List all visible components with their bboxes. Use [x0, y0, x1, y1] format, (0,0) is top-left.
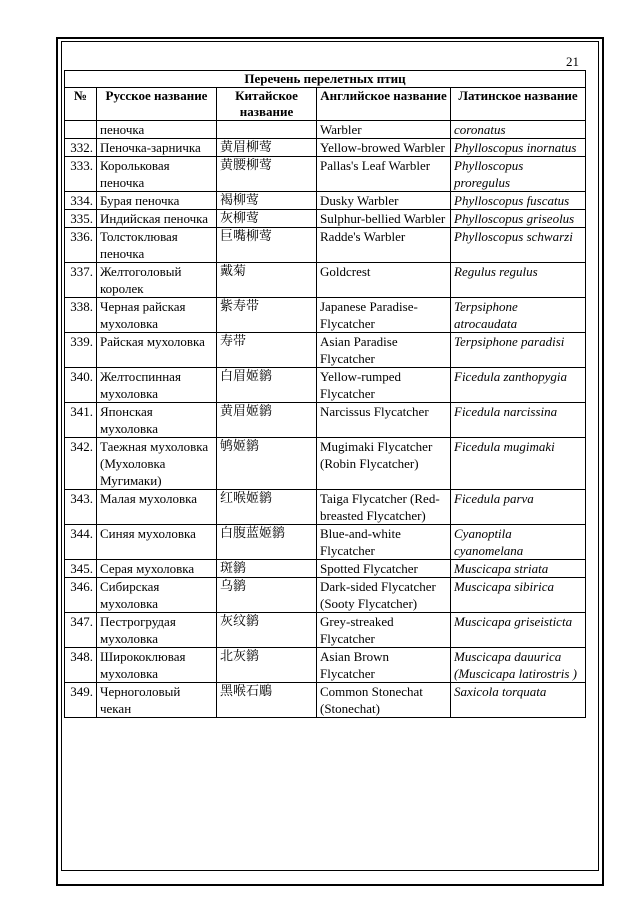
latin-name: Muscicapa dauurica (Muscicapa latirostris )	[451, 648, 586, 683]
latin-name: Muscicapa griseisticta	[451, 613, 586, 648]
latin-name: Ficedula narcissina	[451, 403, 586, 438]
latin-name: Regulus regulus	[451, 263, 586, 298]
english-name: Asian Brown Flycatcher	[317, 648, 451, 683]
english-name: Dusky Warbler	[317, 192, 451, 210]
table-row	[65, 139, 586, 157]
row-number: 339.	[65, 333, 97, 368]
english-name: Asian Paradise Flycatcher	[317, 333, 451, 368]
table-row	[65, 298, 586, 333]
latin-name: Phylloscopus inornatus	[451, 139, 586, 157]
chinese-name: 黄腰柳莺	[217, 157, 317, 192]
russian-name: пеночка	[97, 121, 217, 139]
chinese-name: 鸲姬鹟	[217, 438, 317, 490]
table-row	[65, 560, 586, 578]
latin-name: Cyanoptila cyanomelana	[451, 525, 586, 560]
english-name: Pallas's Leaf Warbler	[317, 157, 451, 192]
russian-name: Желтоголовый королек	[97, 263, 217, 298]
english-name: Blue-and-white Flycatcher	[317, 525, 451, 560]
table-row	[65, 121, 586, 139]
latin-name: Ficedula parva	[451, 490, 586, 525]
russian-name: Толстоклювая пеночка	[97, 228, 217, 263]
latin-name: Muscicapa striata	[451, 560, 586, 578]
russian-name: Серая мухоловка	[97, 560, 217, 578]
english-name: Dark-sided Flycatcher (Sooty Flycatcher)	[317, 578, 451, 613]
table-row	[65, 578, 586, 613]
chinese-name: 灰纹鹟	[217, 613, 317, 648]
latin-name: Terpsiphone atrocaudata	[451, 298, 586, 333]
row-number: 332.	[65, 139, 97, 157]
table-row	[65, 228, 586, 263]
english-name: Spotted Flycatcher	[317, 560, 451, 578]
table-row	[65, 368, 586, 403]
chinese-name: 巨嘴柳莺	[217, 228, 317, 263]
row-number: 345.	[65, 560, 97, 578]
table-row	[65, 613, 586, 648]
chinese-name: 白眉姬鹟	[217, 368, 317, 403]
table-row	[65, 263, 586, 298]
chinese-name: 白腹蓝姬鹟	[217, 525, 317, 560]
table-row	[65, 157, 586, 192]
latin-name: Ficedula zanthopygia	[451, 368, 586, 403]
row-number: 349.	[65, 683, 97, 718]
header-number: №	[65, 88, 97, 121]
header-latin-name: Латинское название	[451, 88, 586, 121]
english-name: Warbler	[317, 121, 451, 139]
russian-name: Синяя мухоловка	[97, 525, 217, 560]
english-name: Goldcrest	[317, 263, 451, 298]
chinese-name: 斑鹟	[217, 560, 317, 578]
chinese-name: 乌鹟	[217, 578, 317, 613]
latin-name: Phylloscopus schwarzi	[451, 228, 586, 263]
row-number	[65, 121, 97, 139]
chinese-name: 黄眉柳莺	[217, 139, 317, 157]
russian-name: Корольковая пеночка	[97, 157, 217, 192]
table-body	[65, 121, 586, 718]
english-name: Yellow-rumped Flycatcher	[317, 368, 451, 403]
english-name: Narcissus Flycatcher	[317, 403, 451, 438]
row-number: 341.	[65, 403, 97, 438]
english-name: Japanese Paradise-Flycatcher	[317, 298, 451, 333]
russian-name: Черноголовый чекан	[97, 683, 217, 718]
chinese-name: 灰柳莺	[217, 210, 317, 228]
table-row	[65, 438, 586, 490]
english-name: Taiga Flycatcher (Red-breasted Flycatcher)	[317, 490, 451, 525]
english-name: Yellow-browed Warbler	[317, 139, 451, 157]
row-number: 343.	[65, 490, 97, 525]
chinese-name: 红喉姬鹟	[217, 490, 317, 525]
row-number: 333.	[65, 157, 97, 192]
russian-name: Пестрогрудая мухоловка	[97, 613, 217, 648]
latin-name: Phylloscopus fuscatus	[451, 192, 586, 210]
latin-name: Ficedula mugimaki	[451, 438, 586, 490]
header-english-name: Английское название	[317, 88, 451, 121]
latin-name: Phylloscopus proregulus	[451, 157, 586, 192]
chinese-name: 北灰鹟	[217, 648, 317, 683]
table-row	[65, 333, 586, 368]
russian-name: Индийская пеночка	[97, 210, 217, 228]
row-number: 338.	[65, 298, 97, 333]
row-number: 342.	[65, 438, 97, 490]
chinese-name: 褐柳莺	[217, 192, 317, 210]
english-name: Common Stonechat (Stonechat)	[317, 683, 451, 718]
table-row	[65, 490, 586, 525]
latin-name: Saxicola torquata	[451, 683, 586, 718]
chinese-name: 戴菊	[217, 263, 317, 298]
table-row	[65, 192, 586, 210]
russian-name: Сибирская мухоловка	[97, 578, 217, 613]
bird-list-table	[64, 70, 586, 718]
latin-name: Phylloscopus griseolus	[451, 210, 586, 228]
header-russian-name: Русское название	[97, 88, 217, 121]
row-number: 336.	[65, 228, 97, 263]
english-name: Mugimaki Flycatcher (Robin Flycatcher)	[317, 438, 451, 490]
row-number: 340.	[65, 368, 97, 403]
latin-name: Terpsiphone paradisi	[451, 333, 586, 368]
latin-name: coronatus	[451, 121, 586, 139]
russian-name: Японская мухоловка	[97, 403, 217, 438]
row-number: 346.	[65, 578, 97, 613]
row-number: 347.	[65, 613, 97, 648]
russian-name: Желтоспинная мухоловка	[97, 368, 217, 403]
table-row	[65, 648, 586, 683]
row-number: 348.	[65, 648, 97, 683]
russian-name: Бурая пеночка	[97, 192, 217, 210]
row-number: 344.	[65, 525, 97, 560]
english-name: Grey-streaked Flycatcher	[317, 613, 451, 648]
chinese-name: 黄眉姬鹟	[217, 403, 317, 438]
russian-name: Пеночка-зарничка	[97, 139, 217, 157]
page-number: 21	[566, 54, 579, 69]
chinese-name: 紫寿带	[217, 298, 317, 333]
row-number: 335.	[65, 210, 97, 228]
english-name: Radde's Warbler	[317, 228, 451, 263]
header-chinese-name: Китайское название	[217, 88, 317, 121]
english-name: Sulphur-bellied Warbler	[317, 210, 451, 228]
table-row	[65, 210, 586, 228]
latin-name: Muscicapa sibirica	[451, 578, 586, 613]
table-row	[65, 683, 586, 718]
russian-name: Черная райская мухоловка	[97, 298, 217, 333]
chinese-name: 黑喉石鵰	[217, 683, 317, 718]
table-row	[65, 525, 586, 560]
russian-name: Ширококлювая мухоловка	[97, 648, 217, 683]
row-number: 334.	[65, 192, 97, 210]
chinese-name	[217, 121, 317, 139]
russian-name: Таежная мухоловка (Мухоловка Мугимаки)	[97, 438, 217, 490]
chinese-name: 寿带	[217, 333, 317, 368]
russian-name: Малая мухоловка	[97, 490, 217, 525]
table-title: Перечень перелетных птиц	[65, 71, 586, 88]
russian-name: Райская мухоловка	[97, 333, 217, 368]
table-row	[65, 403, 586, 438]
row-number: 337.	[65, 263, 97, 298]
